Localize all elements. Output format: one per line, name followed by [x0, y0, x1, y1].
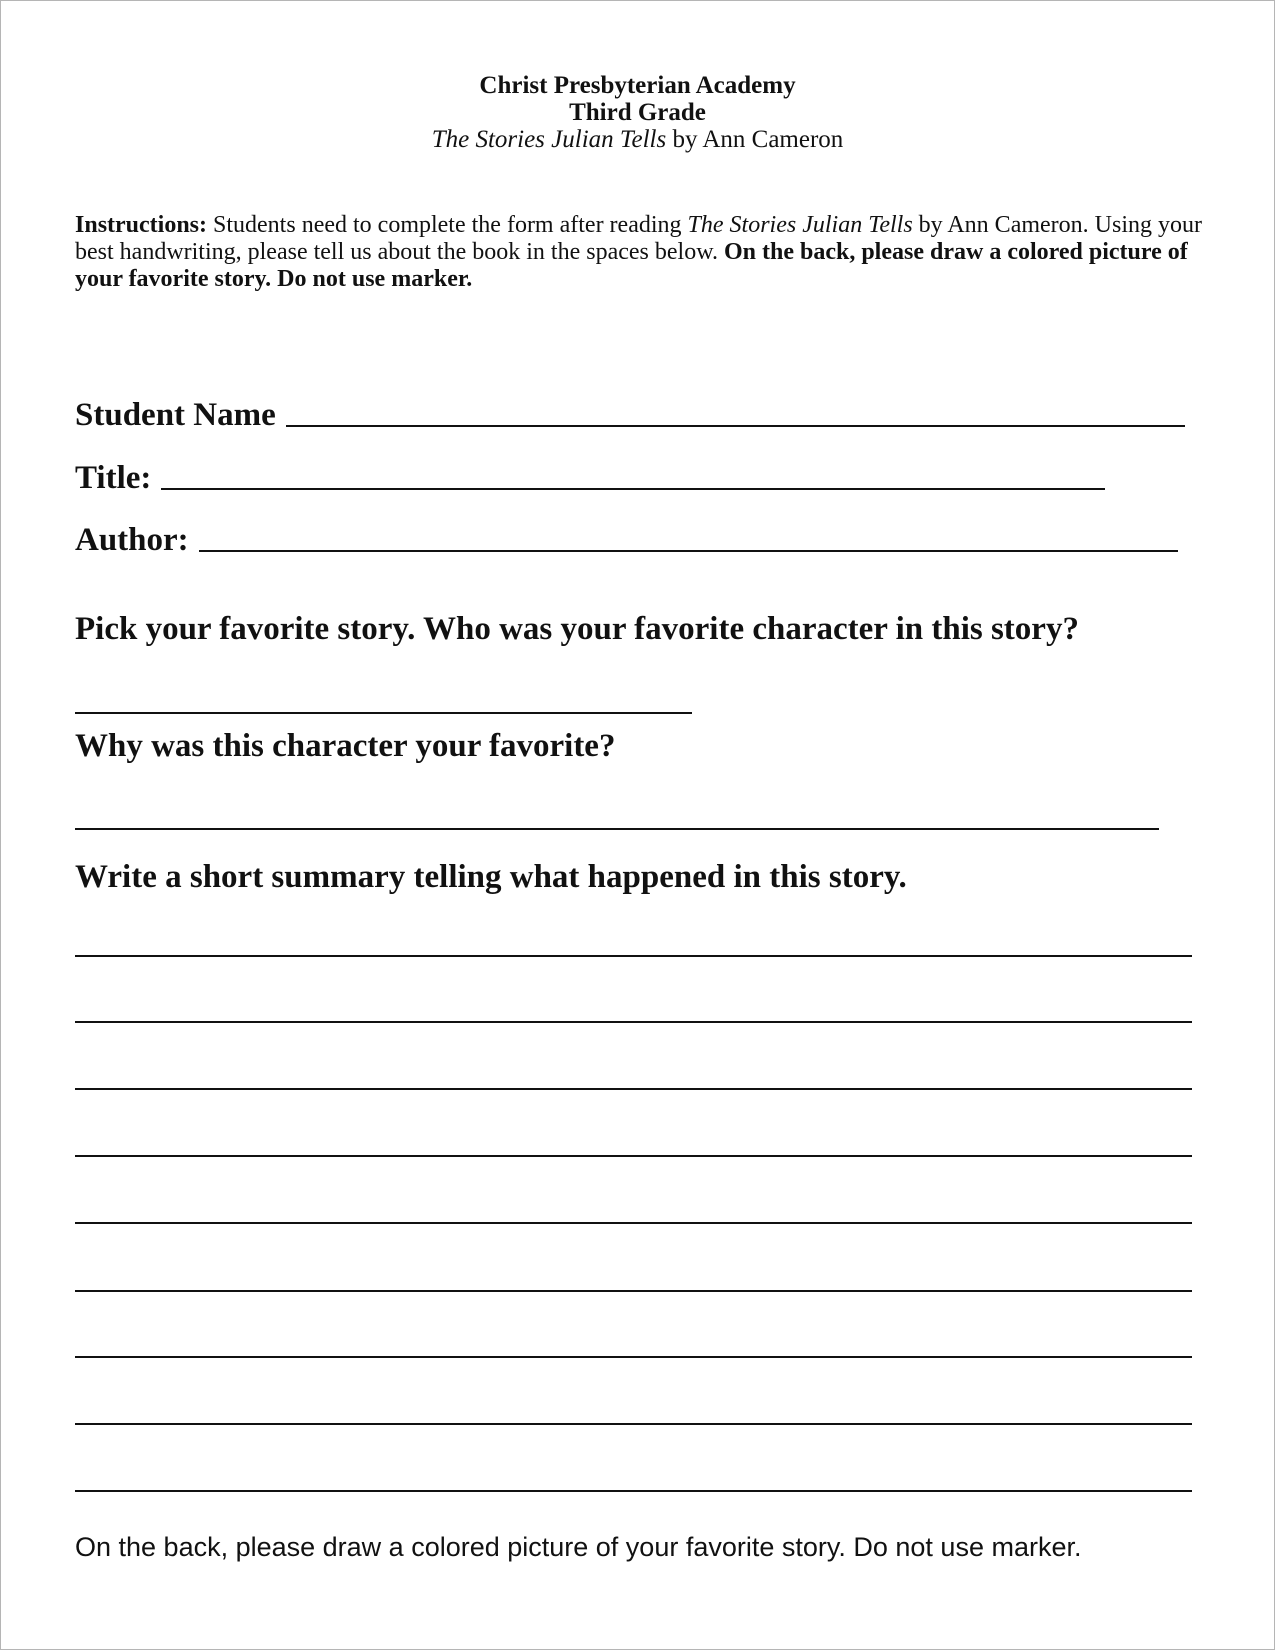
instructions-book-title: The Stories Julian Tells — [687, 212, 913, 238]
title-label: Title: — [75, 460, 152, 496]
document-header — [0, 72, 1275, 153]
instructions-text-1: Students need to complete the form after reading — [207, 212, 688, 238]
footer-note: On the back, please draw a colored picture of your favorite story. Do not use marker. — [75, 1532, 1082, 1562]
author-label: Author: — [75, 522, 189, 558]
book-byline: by Ann Cameron — [666, 126, 844, 153]
student-name-line[interactable] — [286, 425, 1185, 427]
summary-line-5[interactable] — [75, 1222, 1192, 1224]
summary-line-2[interactable] — [75, 1021, 1192, 1023]
summary-line-1[interactable] — [75, 955, 1192, 957]
student-name-label: Student Name — [75, 397, 276, 433]
author-line[interactable] — [199, 550, 1178, 552]
student-name-field — [75, 383, 1185, 433]
summary-question: Write a short summary telling what happened in this story. — [75, 859, 907, 895]
instructions-label: Instructions: — [75, 212, 208, 238]
school-name: Christ Presbyterian Academy — [479, 72, 796, 99]
summary-line-9[interactable] — [75, 1490, 1192, 1492]
title-line[interactable] — [161, 488, 1105, 490]
favorite-character-answer-line[interactable] — [75, 712, 692, 714]
favorite-character-question: Pick your favorite story. Who was your favorite character in this story? — [75, 611, 1079, 647]
author-field — [75, 508, 1178, 558]
why-favorite-question: Why was this character your favorite? — [75, 728, 616, 764]
book-title: The Stories Julian Tells — [431, 126, 667, 153]
summary-line-8[interactable] — [75, 1423, 1192, 1425]
summary-line-6[interactable] — [75, 1290, 1192, 1292]
summary-line-7[interactable] — [75, 1356, 1192, 1358]
instructions-paragraph — [75, 212, 1205, 293]
instructions-text-2: by Ann Cameron. Using your best handwriting, please tell us about the book in the spaces below. — [75, 212, 1202, 265]
summary-line-3[interactable] — [75, 1088, 1192, 1090]
grade-level: Third Grade — [569, 99, 706, 126]
instructions-bold-text: On the back, please draw a colored picture of your favorite story. Do not use marker. — [75, 239, 1188, 292]
book-reference — [0, 126, 1275, 153]
title-field — [75, 446, 1105, 496]
why-favorite-answer-line[interactable] — [75, 828, 1159, 830]
summary-line-4[interactable] — [75, 1155, 1192, 1157]
